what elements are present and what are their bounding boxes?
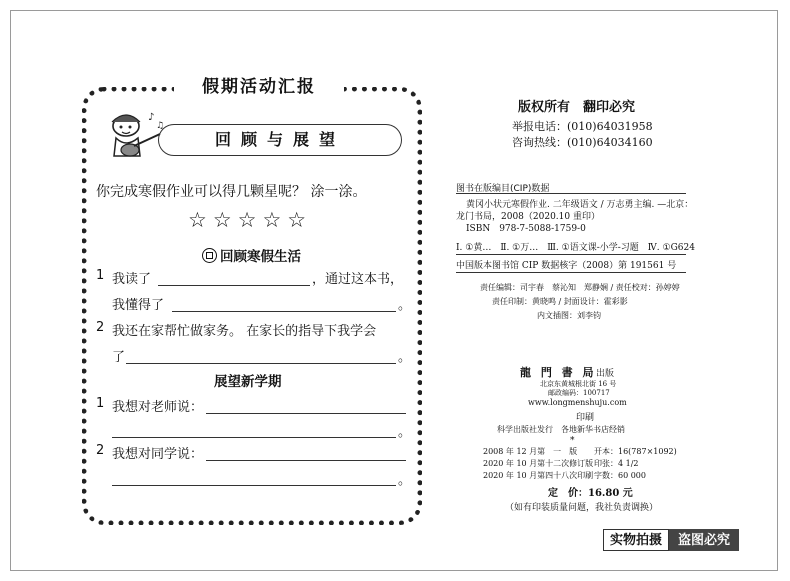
publisher-website: www.longmenshuju.com — [528, 398, 627, 407]
teacher-message-field[interactable] — [206, 413, 406, 414]
rights-reserved: 版权所有 翻印必究 — [518, 100, 636, 115]
cip-divider-top — [456, 193, 686, 194]
chores-learned-field[interactable] — [126, 363, 396, 364]
star-question: 你完成寒假作业可以得几颗星呢？ 涂一涂。 — [96, 184, 367, 200]
card-title: 假期活动汇报 — [174, 75, 344, 99]
cip-isbn: ISBN 978-7-5088-1759-0 — [466, 224, 586, 234]
item3-number: 1 — [96, 396, 105, 411]
distribution: 科学出版社发行 各地新华书店经销 — [497, 425, 625, 434]
item2-label-b: 了 — [112, 350, 126, 365]
publisher-address: 北京东黄城根北街 16 号 — [540, 380, 617, 388]
word-count: 字数：60 000 — [594, 471, 646, 480]
banner-review-outlook: 回顾与展望 — [158, 124, 402, 156]
editors-line1: 责任编辑：司宇春 蔡沁知 郑静娴 / 责任校对：孙婷婷 — [480, 283, 680, 292]
edition-revised: 2020 年 10 月第十二次修订版 — [483, 459, 594, 468]
price: 定 价：16.80 元 — [548, 488, 633, 499]
report-phone: 举报电话：(010)64031958 — [512, 120, 653, 133]
printing-label: 印刷 — [576, 413, 595, 423]
badge-real-photo: 实物拍摄 — [603, 529, 669, 551]
mascot-guitar-icon — [96, 104, 168, 168]
classmate-message-line2[interactable] — [112, 485, 396, 486]
item1-label: 我读了 — [112, 272, 152, 287]
item4-period: 。 — [398, 473, 412, 488]
editors-line2: 责任印制：黄晓鸣 / 封面设计：霍彩影 — [492, 297, 628, 306]
item3-label: 我想对老师说： — [112, 400, 204, 415]
learned-field[interactable] — [172, 311, 396, 312]
star-rating[interactable]: ☆☆☆☆☆ — [188, 208, 313, 232]
cip-title: 图书在版编目(CIP)数据 — [456, 184, 550, 194]
cip-classification: Ⅰ. ①黄… Ⅱ. ①万… Ⅲ. ①语文课-小学-习题 Ⅳ. ①G624 — [456, 243, 695, 253]
classmate-message-field[interactable] — [206, 460, 406, 461]
photo-watermark-badge — [603, 529, 739, 551]
printing-count: 2020 年 10 月第四十八次印刷 — [483, 471, 594, 480]
book-read-field[interactable] — [158, 285, 310, 286]
item2-number: 2 — [96, 320, 105, 335]
edition-first: 2008 年 12 月第 一 版 — [483, 447, 578, 456]
item3-period: 。 — [398, 425, 412, 440]
future-heading: 展望新学期 — [214, 374, 282, 390]
item2-period: 。 — [398, 350, 412, 365]
review-heading: 回顾寒假生活 — [202, 245, 301, 265]
cip-divider-bottom — [456, 272, 686, 273]
badge-no-theft: 盗图必究 — [669, 529, 739, 551]
item1-label-c: 我懂得了 — [112, 298, 165, 313]
clock-icon — [202, 248, 217, 263]
item2-label: 我还在家帮忙做家务。 在家长的指导下我学会 — [112, 324, 377, 339]
cip-number: 中国版本图书馆 CIP 数据核字（2008）第 191561 号 — [456, 261, 677, 271]
cip-divider-mid — [456, 254, 686, 255]
sheet-count: 印张：4 1/2 — [594, 459, 639, 468]
cip-line2: 龙门书局，2008（2020.10 重印） — [456, 212, 600, 222]
item1-period: 。 — [398, 298, 412, 313]
publisher-logo: 龍 門 書 局 — [520, 366, 597, 379]
item4-label: 我想对同学说： — [112, 447, 204, 462]
format-size: 开本：16(787×1092) — [594, 447, 677, 456]
publisher-suffix: 出版 — [596, 369, 615, 379]
teacher-message-line2[interactable] — [112, 437, 396, 438]
item4-number: 2 — [96, 443, 105, 458]
item1-number: 1 — [96, 268, 105, 283]
item1-label-b: ，通过这本书， — [312, 272, 404, 287]
cip-line1: 黄冈小状元寒假作业. 二年级语文 / 万志勇主编. —北京： — [466, 200, 694, 210]
svg-text:♫: ♫ — [156, 121, 165, 131]
separator-star: * — [570, 436, 575, 446]
svg-text:♪: ♪ — [148, 112, 155, 123]
editors-line3: 内文插图：刘李钧 — [537, 311, 601, 320]
hotline: 咨询热线：(010)64034160 — [512, 136, 653, 149]
quality-note: （如有印装质量问题，我社负责调换） — [505, 503, 659, 513]
publisher-postcode: 邮政编码：100717 — [548, 389, 610, 397]
